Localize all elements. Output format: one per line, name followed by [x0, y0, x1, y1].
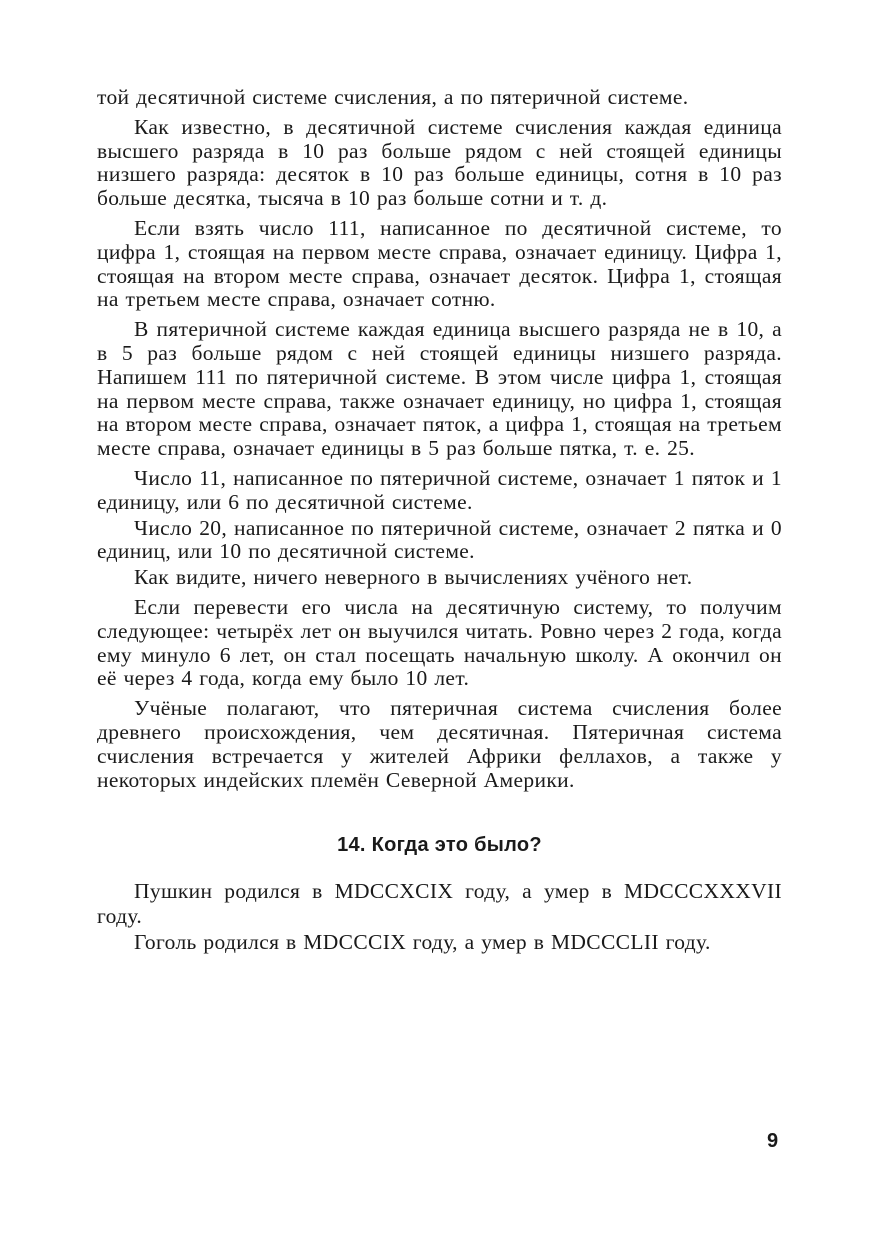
paragraph-translation: Если перевести его числа на десятичную систему, то получим следующее: четырёх лет он выучился читать. Ровно через 2 года, когда ему минуло 6 лет, он стал посещать начальную школу. А окончил он её через 4 года, когда ему было 10 лет.	[97, 594, 782, 691]
section-heading: 14. Когда это было?	[337, 834, 542, 857]
paragraph-quinary-system: В пятеричной системе каждая единица высшего разряда не в 10, а в 5 раз больше рядом с ней стоящей единицы низшего разряда. Напишем 111 по пятеричной системе. В этом числе цифра 1, стоящая на первом месте справа, также означает единицу, но цифра 1, стоящая на втором месте справа, означает пяток, а цифра 1, стоящая на третьем месте справа, означает единицы в 5 раз больше пятка, т. е. 25.	[97, 317, 782, 461]
paragraph-number-11: Число 11, написанное по пятеричной системе, означает 1 пяток и 1 единицу, или 6 по десятичной системе.	[97, 465, 782, 514]
paragraph-continuation: той десятичной системе счисления, а по пятеричной системе.	[97, 85, 689, 109]
paragraph-pushkin: Пушкин родился в MDCCXCIX году, а умер в MDCCCXXXVII году.	[97, 879, 782, 928]
paragraph-gogol: Гоголь родился в MDCCCIX году, а умер в MDCCCLII году.	[134, 930, 711, 955]
page-number: 9	[767, 1130, 779, 1152]
paragraph-decimal-system: Как известно, в десятичной системе счисления каждая единица высшего разряда в 10 раз больше рядом с ней стоящей единицы низшего разряда: десяток в 10 раз больше единицы, сотня в 10 раз больше десятка, тысяча в 10 раз больше сотни и т. д.	[97, 114, 782, 211]
paragraph-origin: Учёные полагают, что пятеричная система счисления более древнего происхождения, чем десятичная. Пятеричная система счисления встречается у жителей Африки феллахов, а также у некоторых индейских племён Северной Америки.	[97, 696, 782, 792]
page-body	[97, 86, 782, 955]
paragraph-number-20: Число 20, написанное по пятеричной системе, означает 2 пятка и 0 единиц, или 10 по десятичной системе.	[97, 515, 782, 564]
paragraph-conclusion: Как видите, ничего неверного в вычислениях учёного нет.	[134, 565, 693, 590]
paragraph-number-111-decimal: Если взять число 111, написанное по десятичной системе, то цифра 1, стоящая на первом месте справа, означает единицу. Цифра 1, стоящая на втором месте справа, означает десяток. Цифра 1, стоящая на третьем месте справа, означает сотню.	[97, 215, 782, 312]
section-body	[97, 879, 782, 955]
